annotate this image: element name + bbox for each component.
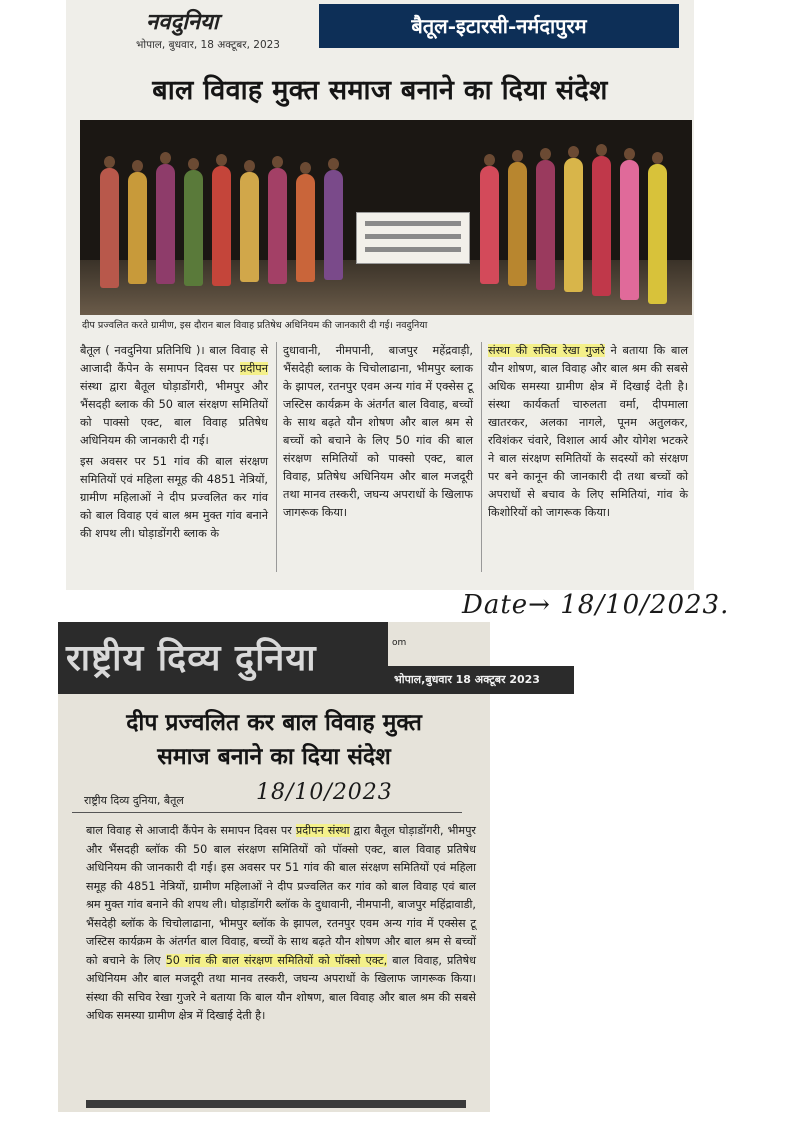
article-column-3 (488, 342, 688, 525)
paragraph: इस अवसर पर 51 गांव की बाल संरक्षण समितियों एवं महिला समूह की 4851 नेत्रियों, ग्रामीण महिलाओं ने दीप प्रज्वलित कर गांव को बाल विवाह एवं बाल श्रम मुक्त गांव बनाने की शपथ ली। घोड़ाडोंगरी ब्लाक के (80, 455, 268, 540)
byline-rule (72, 812, 462, 813)
newspaper-logo: नवदुनिया (146, 9, 219, 35)
highlighted-text: संस्था की सचिव रेखा गुजरे (488, 344, 605, 357)
article-column-1 (80, 342, 268, 546)
article-body (86, 822, 476, 1026)
text-span: बाल विवाह, प्रतिषेध अधिनियम और बाल मजदूरी तथा मानव तस्करी, जघन्य अपराधों के खिलाफ जागरूक किया। संस्था की सचिव रेखा गुजरे ने बताया कि बाल यौन शोषण, बाल विवाह और बाल श्रम की सबसे अधिक समस्या ग्रामीण क्षेत्र में दिखाई देती है। (86, 953, 476, 1022)
newspaper-clipping-navdunia (66, 0, 694, 590)
dateline: भोपाल, बुधवार, 18 अक्टूबर, 2023 (136, 39, 280, 51)
photo-person (100, 168, 119, 288)
paragraph (80, 342, 268, 450)
photo-person (268, 168, 287, 284)
photo-person (240, 172, 259, 282)
photo-caption: दीप प्रज्वलित करते ग्रामीण, इस दौरान बाल विवाह प्रतिषेध अधिनियम की जानकारी दी गई। नवदुनिया (82, 320, 428, 331)
photo-person (212, 166, 231, 286)
highlighted-text: प्रदीपन संस्था (295, 824, 350, 837)
photo-person (480, 166, 499, 284)
column-divider (276, 342, 277, 572)
article-body (80, 342, 690, 580)
newspaper-logo: राष्ट्रीय दिव्य दुनिया (66, 637, 317, 679)
photo-person (648, 164, 667, 304)
paragraph (488, 342, 688, 522)
photo-person (536, 160, 555, 290)
headline-line: समाज बनाने का दिया संदेश (157, 743, 391, 770)
photo-person (592, 156, 611, 296)
photo-person (156, 164, 175, 284)
highlighted-text: प्रदीपन (239, 362, 268, 375)
paragraph: दुधावानी, नीमपानी, बाजपुर महेंद्रवाड़ी, भैंसदेही ब्लाक के चिचोलाढाना, भीमपुर ब्लाक के झापल, रतनपुर एवम अन्य गांव में एक्सेस टू जस्टिस कार्यक्रम के अंतर्गत बाल विवाह, बच्चों के साथ बढ़ते यौन शोषण और बाल श्रम से बच्चों को बचाने के लिए 50 गांव की बाल संरक्षण समितियों को पाक्सो एक्ट, बाल विवाह, प्रतिषेध अधिनियम और बाल मजदूरी तथा मानव तस्करी, जघन्य अपराधों के खिलाफ जागरूक किया। (283, 344, 473, 519)
headline: बाल विवाह मुक्त समाज बनाने का दिया संदेश (152, 75, 608, 106)
byline: राष्ट्रीय दिव्य दुनिया, बैतूल (84, 794, 184, 807)
highlighted-text: 50 गांव की बाल संरक्षण समितियों को पॉक्सो एक्ट, (165, 953, 388, 967)
photo-person (296, 174, 315, 282)
photo-person (324, 170, 343, 280)
text-span: बाल विवाह से आजादी कैंपेन के समापन दिवस पर (86, 824, 296, 837)
text-span: संस्था द्वारा बैतूल घोड़ाडोंगरी, भीमपुर और भैंसदही ब्लाक की 50 बाल संरक्षण समितियों को पाक्सो एक्ट, बाल विवाह प्रतिषेध अधिनियम की जानकारी दी गई। (80, 380, 268, 447)
photo-banner (356, 212, 470, 264)
photo-person (184, 170, 203, 286)
column-divider (481, 342, 482, 572)
text-span: ने बताया कि बाल यौन शोषण, बाल विवाह और बाल श्रम की सबसे अधिक समस्या ग्रामीण क्षेत्र में दिखाई देती है। संस्था कार्यकर्ता चारुलता वर्मा, दीपमाला खातरकर, अलका नागले, पूनम अतुलकर, रविशंकर चंवारे, विशाल आर्य और योगेश भटकरे ने बाल संरक्षण समितियों के सदस्यों को संरक्षण पर बने कानून की जानकारी दी तथा बच्चों को अपराधों से बचाव के लिए समितियां, गांव के किशोरियों को जागरूक किया। (488, 344, 688, 519)
clipping-bottom-edge (86, 1100, 466, 1108)
photo-person (128, 172, 147, 284)
dateline: भोपाल,बुधवार 18 अक्टूबर 2023 (388, 666, 574, 694)
newspaper-clipping-rashtriya-divya-duniya (58, 622, 540, 1112)
masthead (66, 0, 694, 58)
text-span: बैतूल ( नवदुनिया प्रतिनिधि )। बाल विवाह से आजादी कैंपेन के समापन दिवस पर (80, 344, 268, 375)
news-photo (80, 120, 692, 315)
logo-suffix: om (392, 638, 407, 648)
headline-line: दीप प्रज्वलित कर बाल विवाह मुक्त (126, 709, 422, 736)
article-column-2 (283, 342, 473, 525)
handwritten-date-annotation: Date→ 18/10/2023. (462, 590, 730, 620)
headline (66, 706, 482, 774)
photo-person (564, 158, 583, 292)
edition-banner: बैतूल-इटारसी-नर्मदापुरम (319, 4, 679, 48)
text-span: द्वारा बैतूल घोड़ाडोंगरी, भीमपुर और भैंसदही ब्लॉक की 50 बाल संरक्षण समितियों को पॉक्सो एक्ट, बाल विवाह प्रतिषेध अधिनियम की जानकारी दी गई। इस अवसर पर 51 गांव की बाल संरक्षण समितियों एवं महिला समूह की 4851 नेत्रियों, ग्रामीण महिलाओं ने दीप प्रज्वलित कर गांव को बाल विवाह एवं बाल श्रम मुक्त गांव बनाने की शपथ ली। घोड़ाडोंगरी ब्लॉक के दुधावानी, नीमपानी, बाजपुर महिंद्रावाडी, भैंसदेही ब्लॉक के चिचोलाढाना, भीमपुर ब्लॉक के झापल, रतनपुर एवम अन्य गांव में एक्सेस टू जस्टिस कार्यक्रम के अंतर्गत बाल विवाह, बच्चों के साथ बढ़ते यौन शोषण और बाल श्रम से बच्चों को बचाने के लिए (86, 824, 476, 967)
handwritten-date: 18/10/2023 (256, 780, 393, 805)
masthead (58, 622, 388, 694)
photo-person (508, 162, 527, 286)
photo-person (620, 160, 639, 300)
